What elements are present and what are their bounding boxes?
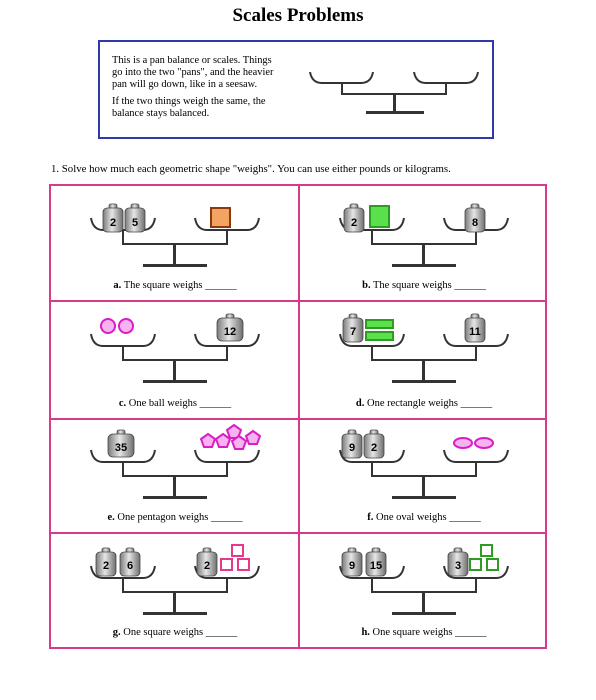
caption-g: g. One square weighs ______ [112,627,238,638]
caption-a: a. The square weighs ______ [113,280,237,291]
intro-paragraph-1: This is a pan balance or scales. Things go into the two "pans", and the heavier pan will go down, like in a seesaw. [112,55,274,90]
weight-label: 2 [350,217,358,229]
pentagon-group [201,425,260,449]
weight-label: 15 [369,560,383,572]
weight-label: 2 [370,442,378,454]
weight-label: 8 [471,217,479,229]
weight-label: 6 [126,560,134,572]
right-pan [414,72,478,83]
pentagon-shape [216,434,230,447]
intro-paragraph-2: If the two things weigh the same, the balance stays balanced. [112,96,266,119]
problem-a [51,186,298,300]
problem-f [300,420,545,532]
weight-label: 2 [109,217,117,229]
pink-square-shape [238,559,249,570]
weight-label: 9 [348,442,356,454]
orange-square-shape [211,208,230,227]
weight-label: 12 [223,326,237,338]
page-title: Scales Problems [232,5,364,26]
intro-text [112,55,282,125]
green-square-shape [487,559,498,570]
problem-d [300,302,545,418]
weight-label: 35 [114,442,128,454]
pink-square-shape [232,545,243,556]
weight-label: 11 [469,326,481,338]
green-square-shape [370,206,389,227]
weight-label: 9 [348,560,356,572]
pan-balance-illustration [306,58,486,120]
balance-post [393,94,396,112]
problem-grid [49,184,547,649]
magenta-ball [101,319,115,333]
magenta-ball [119,319,133,333]
caption-b: b. The square weighs ______ [362,280,486,291]
caption-h: h. One square weighs ______ [361,627,487,638]
caption-f: f. One oval weighs ______ [367,512,481,523]
caption-e: e. One pentagon weighs ______ [107,512,243,523]
pentagon-shape [246,431,260,444]
weight-label: 5 [131,217,139,229]
problem-h [300,534,545,647]
problem-e [51,420,298,532]
green-rectangle-shape [366,332,393,340]
left-pan [310,72,373,83]
magenta-oval [454,438,472,448]
pink-square-shape [221,559,232,570]
weight-label: 7 [349,326,357,338]
problem-g [51,534,298,647]
pentagon-shape [201,434,215,447]
weight-label: 2 [102,560,110,572]
magenta-oval [475,438,493,448]
problem-b [300,186,545,300]
green-square-shape [481,545,492,556]
green-rectangle-shape [366,320,393,328]
intro-box [98,40,494,139]
weight-label: 2 [203,560,211,572]
balance-beam [342,83,446,94]
balance-base [366,111,424,114]
caption-d: d. One rectangle weighs ______ [355,398,493,409]
weight-label: 3 [454,560,462,572]
instruction-text: 1. Solve how much each geometric shape "weighs". You can use either pounds or kilograms. [51,163,451,175]
problem-c [51,302,298,418]
caption-c: c. One ball weighs ______ [118,398,232,409]
green-square-shape [470,559,481,570]
